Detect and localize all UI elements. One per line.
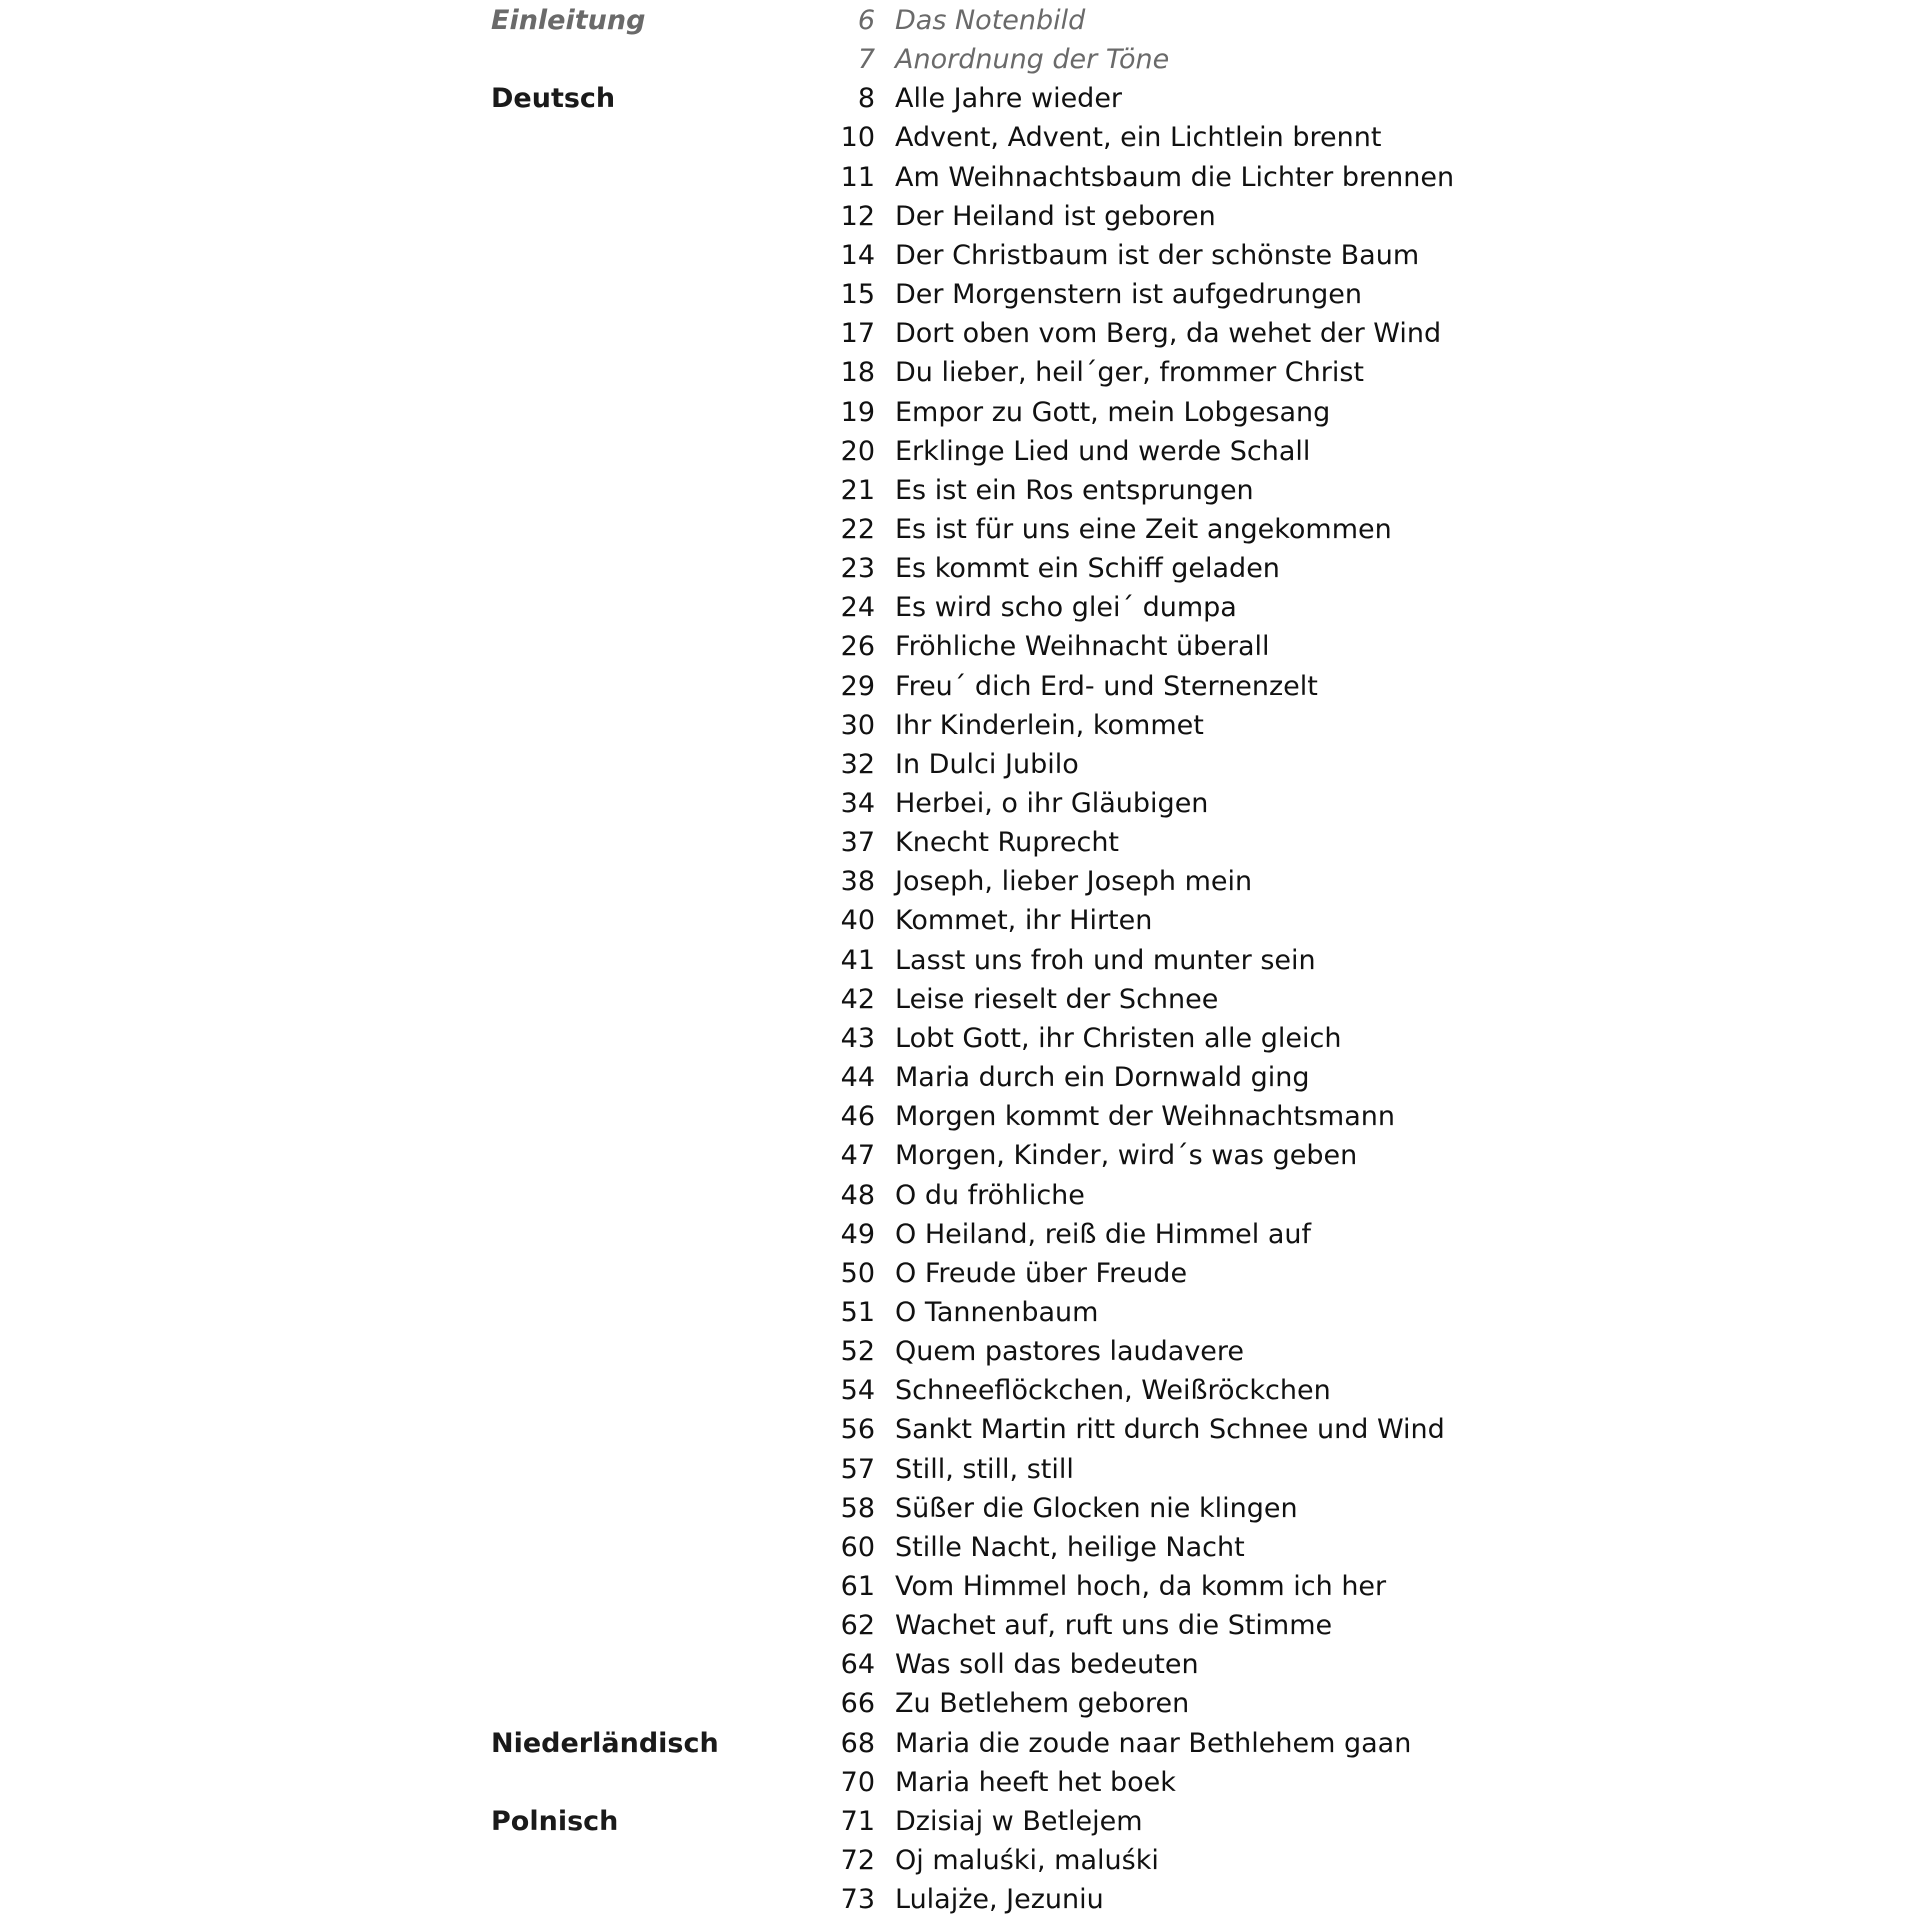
toc-row [0,432,1920,471]
toc-row [0,471,1920,510]
toc-row [0,1410,1920,1449]
song-title: Zu Betlehem geboren [895,1688,1190,1720]
toc-row [0,1019,1920,1058]
song-title: Was soll das bedeuten [895,1649,1199,1681]
toc-row [0,1606,1920,1645]
section-heading: Deutsch [491,83,616,115]
song-title: Dzisiaj w Betlejem [895,1805,1143,1837]
toc-row [0,627,1920,666]
song-title: Joseph, lieber Joseph mein [895,866,1253,898]
toc-row [0,1528,1920,1567]
toc-row [0,236,1920,275]
page-number: 61 [840,1571,875,1602]
page-number: 38 [840,866,875,898]
toc-row [0,1802,1920,1841]
page-number: 73 [840,1884,875,1916]
song-title: Süßer die Glocken nie klingen [895,1492,1298,1524]
toc-row [0,393,1920,432]
song-title: Alle Jahre wieder [895,83,1123,115]
toc-row [0,1254,1920,1293]
page-number: 46 [840,1101,875,1133]
toc-row [0,706,1920,745]
song-title: Advent, Advent, ein Lichtlein brennt [895,122,1382,154]
song-title: Maria durch ein Dornwald ging [895,1062,1310,1094]
page-number: 44 [840,1062,875,1094]
toc-row [0,1841,1920,1880]
page-number: 51 [840,1296,875,1328]
song-title: Das Notenbild [895,5,1086,36]
page-number: 34 [840,788,875,819]
song-title: Empor zu Gott, mein Lobgesang [895,396,1331,428]
toc-row [0,1684,1920,1723]
page-number: 20 [840,435,875,467]
page-number: 49 [840,1218,875,1250]
song-title: Es ist ein Ros entsprungen [895,474,1254,506]
toc-row [0,1371,1920,1410]
page-number: 37 [840,827,875,859]
page-number: 19 [840,396,875,428]
song-title: Ihr Kinderlein, kommet [895,709,1204,741]
song-title: Still, still, still [895,1453,1074,1485]
song-title: Es ist für uns eine Zeit angekommen [895,513,1392,545]
toc-row [0,1097,1920,1136]
page-number: 6 [857,5,875,36]
toc-row [0,784,1920,823]
toc-row [0,197,1920,236]
page-number: 60 [840,1531,875,1563]
toc-row [0,1293,1920,1332]
toc-row [0,549,1920,588]
song-title: Vom Himmel hoch, da komm ich her [895,1571,1387,1602]
page-number: 29 [840,670,875,702]
song-title: Maria die zoude naar Bethlehem gaan [895,1727,1412,1759]
page-number: 18 [840,357,875,389]
toc-row [0,1058,1920,1097]
song-title: Morgen kommt der Weihnachtsmann [895,1101,1395,1133]
page-number: 42 [840,983,875,1015]
song-title: Freu´ dich Erd- und Sternenzelt [895,670,1318,702]
page-number: 57 [840,1453,875,1485]
song-title: O Tannenbaum [895,1296,1099,1328]
toc-row [0,1880,1920,1919]
section-heading: Polnisch [491,1805,619,1837]
page-number: 68 [840,1727,875,1759]
page-number: 52 [840,1336,875,1368]
page-number: 48 [840,1179,875,1211]
page-number: 62 [840,1610,875,1642]
page-number: 71 [840,1805,875,1837]
toc-row [0,1450,1920,1489]
toc-row [0,1724,1920,1763]
toc-row [0,275,1920,314]
page-number: 8 [857,83,875,115]
song-title: O Freude über Freude [895,1257,1188,1289]
page-number: 30 [840,709,875,741]
song-title: Sankt Martin ritt durch Schnee und Wind [895,1414,1445,1446]
page-number: 58 [840,1492,875,1524]
page-number: 50 [840,1257,875,1289]
song-title: Dort oben vom Berg, da wehet der Wind [895,318,1442,350]
toc-row [0,1645,1920,1684]
toc-row [0,1176,1920,1215]
song-title: Anordnung der Töne [895,44,1170,76]
song-title: Der Morgenstern ist aufgedrungen [895,279,1362,311]
page-number: 47 [840,1140,875,1172]
page-number: 24 [840,592,875,624]
song-title: Leise rieselt der Schnee [895,983,1219,1015]
page-number: 17 [840,318,875,350]
page-number: 56 [840,1414,875,1446]
song-title: Morgen, Kinder, wird´s was geben [895,1140,1358,1172]
toc-row [0,1567,1920,1606]
toc-row [0,667,1920,706]
toc-row [0,314,1920,353]
page-number: 54 [840,1375,875,1407]
section-heading: Einleitung [491,5,646,36]
song-title: Erklinge Lied und werde Schall [895,435,1311,467]
toc-row [0,510,1920,549]
song-title: Es wird scho glei´ dumpa [895,592,1237,624]
toc-row [0,158,1920,197]
page-number: 70 [840,1766,875,1798]
song-title: Der Heiland ist geboren [895,200,1216,232]
toc-row [0,118,1920,157]
page-number: 10 [840,122,875,154]
song-title: Maria heeft het boek [895,1766,1176,1798]
page-number: 22 [840,513,875,545]
page-number: 43 [840,1022,875,1054]
song-title: Es kommt ein Schiff geladen [895,553,1280,585]
song-title: Lasst uns froh und munter sein [895,944,1316,976]
song-title: Stille Nacht, heilige Nacht [895,1531,1245,1563]
page-number: 26 [840,631,875,663]
song-title: Herbei, o ihr Gläubigen [895,788,1209,819]
page-number: 66 [840,1688,875,1720]
page-number: 7 [857,44,875,76]
toc-row [0,980,1920,1019]
page-number: 40 [840,905,875,937]
song-title: Quem pastores laudavere [895,1336,1245,1368]
song-title: Schneeflöckchen, Weißröckchen [895,1375,1331,1407]
page-number: 15 [840,279,875,311]
toc-row [0,1215,1920,1254]
toc-row [0,79,1920,118]
toc-row [0,862,1920,901]
toc-row [0,1,1920,40]
toc-row [0,588,1920,627]
toc-row [0,1136,1920,1175]
toc-row [0,823,1920,862]
page-number: 23 [840,553,875,585]
toc-row [0,901,1920,940]
toc-row [0,40,1920,79]
song-title: O du fröhliche [895,1179,1085,1211]
page-number: 41 [840,944,875,976]
song-title: Du lieber, heil´ger, frommer Christ [895,357,1365,389]
song-title: Lobt Gott, ihr Christen alle gleich [895,1022,1342,1054]
toc-row [0,1332,1920,1371]
page-number: 11 [840,161,875,193]
page-number: 14 [840,239,875,271]
song-title: Der Christbaum ist der schönste Baum [895,239,1420,271]
song-title: In Dulci Jubilo [895,748,1079,780]
song-title: O Heiland, reiß die Himmel auf [895,1218,1312,1250]
page-number: 21 [840,474,875,506]
toc-row [0,941,1920,980]
song-title: Am Weihnachtsbaum die Lichter brennen [895,161,1455,193]
song-title: Wachet auf, ruft uns die Stimme [895,1610,1333,1642]
song-title: Fröhliche Weihnacht überall [895,631,1270,663]
page-number: 72 [840,1845,875,1877]
song-title: Lulajże, Jezuniu [895,1884,1104,1916]
toc-row [0,1763,1920,1802]
song-title: Knecht Ruprecht [895,827,1120,859]
page-number: 64 [840,1649,875,1681]
toc-row [0,745,1920,784]
song-title: Oj maluśki, maluśki [895,1845,1159,1877]
song-title: Kommet, ihr Hirten [895,905,1153,937]
toc-row [0,353,1920,392]
toc-row [0,1489,1920,1528]
section-heading: Niederländisch [491,1727,719,1759]
page-number: 32 [840,748,875,780]
page-number: 12 [840,200,875,232]
